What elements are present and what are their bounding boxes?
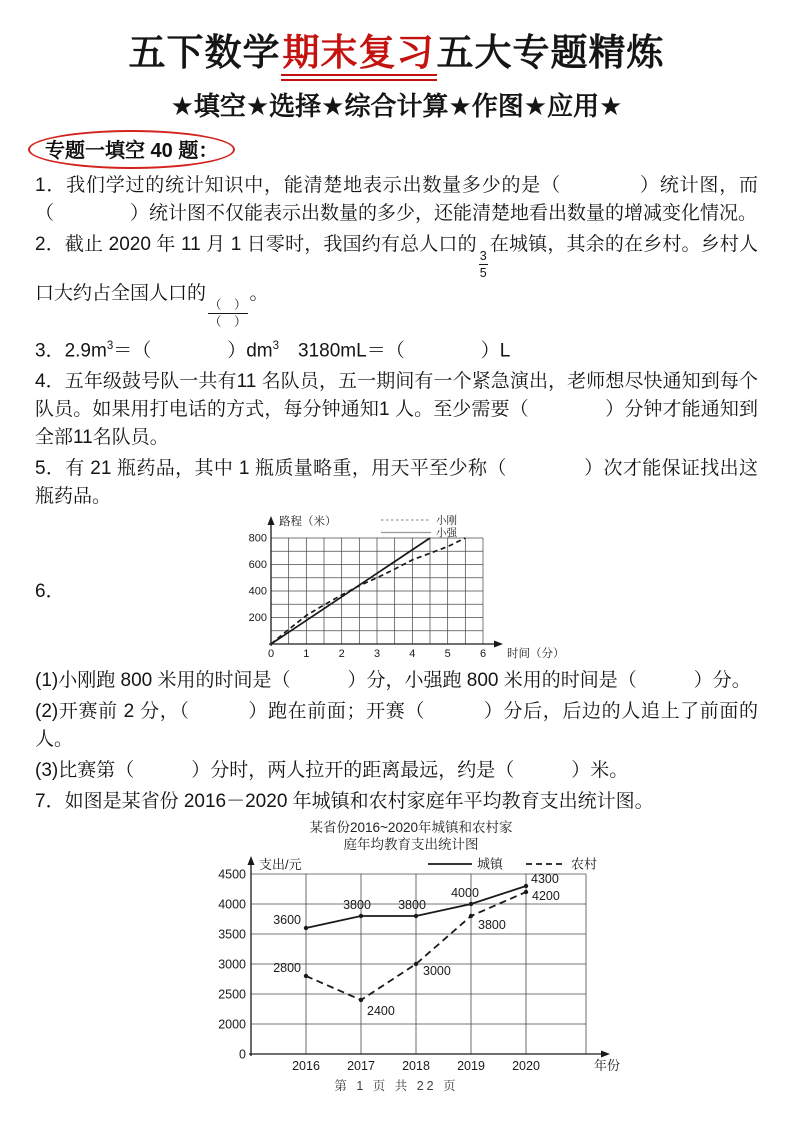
y-tick-label: 2500 [218, 987, 246, 1002]
y-tick-label: 600 [248, 559, 267, 572]
education-chart-title-line1: 某省份2016~2020年城镇和农村家 [309, 820, 513, 836]
q3-text-1: 3．2.9m [35, 340, 107, 362]
y-tick-label: 800 [248, 532, 267, 545]
legend-label: 小强 [435, 527, 457, 540]
question-3 [35, 332, 758, 365]
x-tick-label: 5 [444, 648, 451, 661]
question-6-number: 6． [35, 580, 65, 602]
x-axis-title: 年份 [594, 1058, 621, 1074]
q2-text-1: 2．截止 2020 年 11 月 1 日零时，我国约有总人口的 [35, 233, 477, 255]
legend-label: 农村 [571, 856, 598, 872]
fraction-blank: $\frac{( )}{( )}$ [209, 297, 247, 330]
x-tick-label: 1 [302, 648, 309, 661]
q3-exponent-1: 3 [106, 339, 114, 352]
x-axis-title: 时间（分） [506, 648, 565, 661]
data-point [359, 914, 363, 918]
question-5: 5．有 21 瓶药品，其中 1 瓶质量略重，用天平至少称（ ）次才能保证找出这瓶药品。 [35, 458, 758, 508]
title-prefix: 五下数学 [128, 32, 281, 73]
y-tick-label: 3500 [218, 927, 246, 942]
question-6-sub-3: (3)比赛第（ ）分时，两人拉开的距离最远，约是（ ）米。 [35, 760, 629, 782]
distance-time-chart [233, 514, 583, 664]
education-chart-title-line2: 庭年均教育支出统计图 [343, 837, 479, 853]
y-axis-arrow [267, 516, 274, 525]
x-axis-arrow [494, 641, 503, 648]
data-label: 3800 [398, 898, 426, 913]
data-label: 4300 [531, 872, 559, 887]
y-tick-label: 4500 [218, 867, 246, 882]
question-7: 7．如图是某省份 2016－2020 年城镇和农村家庭年平均教育支出统计图。 [35, 791, 654, 813]
grid [271, 538, 483, 644]
education-chart-title [196, 819, 626, 853]
x-tick-label: 0 [267, 648, 274, 661]
q2-text-2: 在城镇，其余的在乡村。乡村人口大约占全国人口的 [35, 233, 758, 304]
section-label-circled: 专题一填空 40 题： [28, 130, 235, 169]
subtitle: ★填空★选择★综合计算★作图★应用★ [170, 90, 623, 121]
question-1: 1．我们学过的统计知识中，能清楚地表示出数量多少的是（ ）统计图，而（ ）统计图不仅能表示出数量的多少，还能清楚地看出数量的增减变化情况。 [35, 174, 758, 224]
data-label: 3600 [273, 913, 301, 928]
question-4: 4．五年级鼓号队一共有11 名队员，五一期间有一个紧急演出，老师想尽快通知到每个队员。如果用打电话的方式，每分钟通知1 人。至少需要（ ）分钟才能通知到全部11名队员。 [35, 371, 758, 449]
title-suffix: 五大专题精炼 [436, 32, 665, 73]
data-label: 4000 [451, 886, 479, 901]
x-tick-label: 2017 [347, 1059, 375, 1074]
education-chart-block [196, 819, 626, 1084]
data-point [359, 998, 363, 1002]
fraction-three-fifths: $\frac{3}{5}$ [479, 248, 487, 281]
q3-text-3: 3180mL＝（ ）L [279, 340, 511, 362]
data-point [414, 914, 418, 918]
legend-label: 城镇 [477, 856, 504, 872]
x-tick-label: 6 [479, 648, 486, 661]
data-point [304, 974, 308, 978]
data-label: 3800 [478, 918, 506, 933]
y-axis-title: 支出/元 [259, 857, 302, 873]
data-label: 3800 [343, 898, 371, 913]
data-point [304, 926, 308, 930]
section-header-row [28, 130, 793, 169]
axes [269, 523, 495, 646]
q3-exponent-2: 3 [272, 339, 280, 352]
data-label: 4200 [532, 889, 560, 904]
y-tick-label: 3000 [218, 957, 246, 972]
y-tick-label: 400 [248, 585, 267, 598]
q2-text-3: 。 [249, 282, 269, 304]
data-label: 2400 [367, 1004, 395, 1019]
data-label: 3000 [423, 964, 451, 979]
x-tick-label: 2018 [402, 1059, 430, 1074]
y-tick-label: 2000 [218, 1017, 246, 1032]
question-6-sub-2: (2)开赛前 2 分，（ ）跑在前面；开赛（ ）分后，后边的人追上了前面的人。 [35, 701, 758, 751]
education-spending-chart [196, 854, 626, 1084]
x-tick-label: 4 [408, 648, 415, 661]
data-point [469, 902, 473, 906]
page-title [0, 32, 793, 81]
question-2 [35, 231, 758, 329]
y-axis-arrow [248, 856, 255, 865]
data-point [524, 884, 528, 888]
question-6-row [35, 514, 758, 664]
title-highlight-red: 期末复习 [281, 34, 437, 81]
x-tick-label: 3 [373, 648, 380, 661]
y-tick-label: 200 [248, 612, 267, 625]
data-point [414, 962, 418, 966]
legend-label: 小刚 [435, 514, 457, 527]
question-6-sub-1: (1)小刚跑 800 米用的时间是（ ）分，小强跑 800 米用的时间是（ ）分。 [35, 670, 751, 692]
data-label: 2800 [273, 961, 301, 976]
data-point [524, 890, 528, 894]
data-point [469, 914, 473, 918]
q3-text-2: ＝（ ）dm [113, 340, 273, 362]
y-tick-label: 4000 [218, 897, 246, 912]
x-tick-label: 2020 [512, 1059, 540, 1074]
x-axis-arrow [601, 1051, 610, 1058]
x-tick-label: 2 [338, 648, 345, 661]
x-tick-label: 2016 [292, 1059, 320, 1074]
page-number-footer: 第 1 页 共 22 页 [334, 1079, 459, 1093]
x-tick-label: 2019 [457, 1059, 485, 1074]
y-tick-label: 0 [239, 1047, 246, 1062]
y-axis-title: 路程（米） [278, 516, 337, 529]
